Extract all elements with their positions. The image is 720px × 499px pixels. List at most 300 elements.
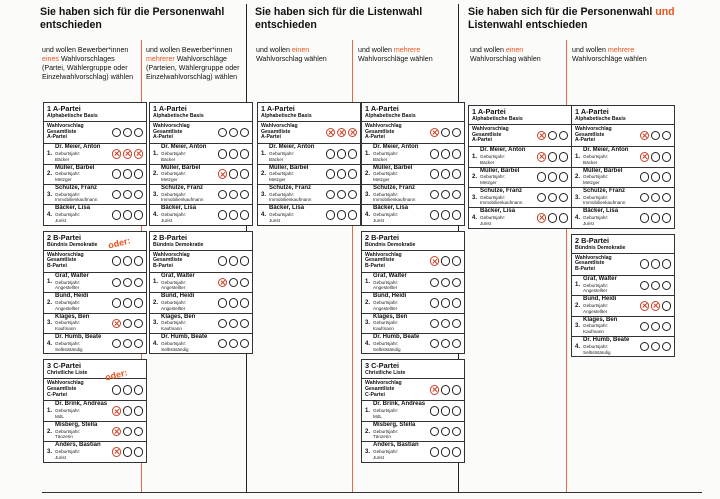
vote-circle[interactable] [240,190,250,200]
header-highlight: und [655,6,675,18]
party-block [571,105,675,229]
vote-circle[interactable] [640,172,650,182]
candidate-birthyear: Geburtsjahr: [161,212,187,218]
vote-circle[interactable] [441,319,451,329]
vote-circle[interactable] [218,190,228,200]
party-block [257,102,361,226]
vote-circle[interactable] [123,256,133,266]
vote-circles [326,128,358,138]
candidate-birthyear: Geburtsjahr: [480,153,506,159]
candidate-occupation: Angestellter [373,285,398,291]
candidate-name: Müller, Bärbel [269,164,309,171]
vote-circle[interactable] [229,149,239,159]
vote-circle-marked[interactable] [537,152,547,162]
vote-circle[interactable] [240,256,250,266]
candidate-birthyear: Geburtsjahr: [583,302,609,308]
vote-circle[interactable] [218,256,228,266]
candidate-info [55,315,112,332]
candidate-row [44,313,146,333]
vote-circle-marked[interactable] [112,319,122,329]
candidate-birthyear: Geburtsjahr: [373,428,399,434]
column-header-listenwahl: Sie haben sich für die Listenwahl entschieden [255,6,423,31]
candidate-info [373,423,430,440]
vote-circles [112,339,144,349]
vote-circle[interactable] [134,298,144,308]
vote-circle[interactable] [240,298,250,308]
vote-circle[interactable] [662,131,672,141]
vote-circle-marked[interactable] [430,128,440,138]
candidate-birthyear: Geburtsjahr: [161,279,187,285]
vote-circle-marked[interactable] [112,149,122,159]
vote-circle[interactable] [537,193,547,203]
vote-circle[interactable] [134,385,144,395]
candidate-birthyear: Geburtsjahr: [373,191,399,197]
party-name-line: A-Partei [153,134,173,141]
candidate-info [161,186,218,203]
vote-circle[interactable] [229,319,239,329]
candidate-occupation: Selbstständig [373,346,401,352]
vote-circle[interactable] [123,447,133,457]
vote-circle[interactable] [441,406,451,416]
candidate-info [480,169,537,186]
candidate-row [258,184,360,204]
vote-circle[interactable] [229,190,239,200]
party-name-line: A-Partei [575,137,595,144]
vote-circle[interactable] [134,427,144,437]
vote-circle[interactable] [559,213,569,223]
candidate-number: 1. [365,408,371,415]
vote-circle[interactable] [112,278,122,288]
party-title: 1 A-Partei [365,104,399,113]
vote-circle[interactable] [123,278,133,288]
vote-circle[interactable] [452,298,462,308]
candidate-row [44,333,146,353]
vote-circle[interactable] [112,385,122,395]
vote-circle[interactable] [112,339,122,349]
vote-circle[interactable] [452,427,462,437]
candidate-birthyear: Geburtsjahr: [55,428,81,434]
vote-circle[interactable] [123,298,133,308]
candidate-name: Schulze, Franz [583,187,626,194]
vote-circle[interactable] [134,190,144,200]
candidate-birthyear: Geburtsjahr: [161,171,187,177]
subheader-text: und wollen Bewerber*innen [42,46,129,54]
candidate-row [469,167,571,187]
candidate-info [269,186,326,203]
candidate-row [362,143,464,163]
candidate-number: 4. [47,211,53,218]
vote-circle[interactable] [441,256,451,266]
vote-circle[interactable] [134,210,144,220]
vote-circle[interactable] [218,210,228,220]
vote-circle[interactable] [326,169,336,179]
vote-circle[interactable] [134,339,144,349]
vote-circle[interactable] [134,128,144,138]
vote-circle[interactable] [452,169,462,179]
vote-circle[interactable] [430,447,440,457]
candidate-number: 4. [365,340,371,347]
vote-circle[interactable] [559,131,569,141]
vote-circle[interactable] [123,190,133,200]
vote-circle-marked[interactable] [430,385,440,395]
vote-circles [112,210,144,220]
vote-circle[interactable] [229,339,239,349]
vote-circle[interactable] [441,339,451,349]
vote-circle-marked[interactable] [123,149,133,159]
wahlvorschlag-label [47,253,112,270]
vote-circle[interactable] [123,406,133,416]
vote-circle[interactable] [123,385,133,395]
vote-circle[interactable] [452,406,462,416]
vote-circle[interactable] [640,322,650,332]
candidate-row [572,167,674,187]
vote-circle[interactable] [430,298,440,308]
candidate-name: Müller, Bärbel [55,164,95,171]
vote-circle[interactable] [559,193,569,203]
vote-circles [218,319,250,329]
candidate-info [269,145,326,162]
vote-circle[interactable] [123,427,133,437]
vote-circle[interactable] [123,319,133,329]
candidate-number: 3. [365,448,371,455]
vote-circle[interactable] [229,128,239,138]
vote-circle-marked[interactable] [537,131,547,141]
candidate-row [44,421,146,441]
candidate-number: 3. [575,323,581,330]
gesamtliste-line: Gesamtliste [153,128,183,135]
candidate-birthyear: Geburtsjahr: [373,212,399,218]
vote-circle[interactable] [441,210,451,220]
vote-circle[interactable] [441,128,451,138]
vote-circle[interactable] [134,278,144,288]
vote-circle[interactable] [430,427,440,437]
party-name-line: B-Partei [575,266,595,273]
vote-circle[interactable] [441,190,451,200]
vote-circle-marked[interactable] [112,427,122,437]
vote-circle-marked[interactable] [112,447,122,457]
vote-circle[interactable] [452,210,462,220]
candidate-name: Dr. Humb, Beate [55,333,102,340]
vote-circle[interactable] [651,259,661,269]
candidate-number: 3. [153,320,159,327]
vote-circle[interactable] [548,131,558,141]
party-name-line: B-Partei [153,263,173,270]
candidate-birthyear: Geburtsjahr: [269,191,295,197]
vote-circle[interactable] [218,319,228,329]
vote-circles [430,339,462,349]
gesamtliste-line: Gesamtliste [47,386,77,393]
vote-circle[interactable] [218,128,228,138]
candidate-number: 3. [47,320,53,327]
vote-circles [112,298,144,308]
vote-circle[interactable] [548,172,558,182]
vote-circle[interactable] [452,385,462,395]
vote-circle[interactable] [662,152,672,162]
vote-circle[interactable] [430,406,440,416]
vote-circle-marked[interactable] [337,128,347,138]
subheader-text: und wollen [358,46,394,54]
candidate-row [362,184,464,204]
vote-circle[interactable] [548,193,558,203]
candidate-row [362,292,464,312]
vote-circle[interactable] [441,447,451,457]
subheader-c3b [572,46,668,64]
vote-circle[interactable] [441,385,451,395]
vote-circle[interactable] [240,210,250,220]
vote-circle-marked[interactable] [134,149,144,159]
vote-circle-marked[interactable] [430,256,440,266]
candidate-birthyear: Geburtsjahr: [55,279,81,285]
vote-circle[interactable] [112,190,122,200]
vote-circle[interactable] [112,169,122,179]
candidate-name: Dr. Meier, Anton [480,147,526,154]
vote-circle[interactable] [229,210,239,220]
wahlvorschlag-line: Wahlvorschlag [47,123,84,129]
header-text: Sie haben sich für die Personenwahl [468,6,656,18]
vote-circle[interactable] [134,406,144,416]
wahlvorschlag-line: Wahlvorschlag [47,380,84,387]
subheader-text: Wahlvorschläge wählen [358,55,433,63]
candidate-number: 1. [575,282,581,289]
candidate-occupation: Metzger [269,177,286,183]
subheader-highlight: mehrerer [146,55,175,63]
vote-circle[interactable] [662,301,672,311]
vote-circle[interactable] [452,149,462,159]
candidate-number: 2. [47,171,53,178]
vote-circle[interactable] [662,259,672,269]
vote-circle[interactable] [112,128,122,138]
vote-circle[interactable] [240,319,250,329]
vote-circle[interactable] [123,339,133,349]
candidate-number: 1. [261,150,267,157]
vote-circle[interactable] [134,447,144,457]
gesamtliste-line: Gesamtliste [365,128,395,135]
candidate-birthyear: Geburtsjahr: [583,174,609,180]
vote-circle[interactable] [337,149,347,159]
vote-circle[interactable] [441,149,451,159]
vote-circle-marked[interactable] [537,213,547,223]
vote-circles [430,447,462,457]
vote-circle[interactable] [134,319,144,329]
vote-circle[interactable] [240,169,250,179]
candidate-info [583,318,640,335]
wahlvorschlag-label [153,253,218,270]
candidate-birthyear: Geburtsjahr: [373,320,399,326]
vote-circle[interactable] [229,278,239,288]
vote-circle[interactable] [134,169,144,179]
candidate-number: 1. [365,150,371,157]
wahlvorschlag-line: Wahlvorschlag [47,251,84,258]
vote-circle-marked[interactable] [218,278,228,288]
vote-circle[interactable] [651,193,661,203]
vote-circle[interactable] [337,169,347,179]
vote-circle[interactable] [662,281,672,291]
vote-circle[interactable] [452,190,462,200]
vote-circle[interactable] [559,172,569,182]
vote-circle-marked[interactable] [218,169,228,179]
vote-circle[interactable] [452,128,462,138]
vote-circles [640,213,672,223]
vote-circle[interactable] [348,190,358,200]
candidate-birthyear: Geburtsjahr: [269,150,295,156]
vote-circle[interactable] [651,281,661,291]
candidate-number: 4. [47,340,53,347]
vote-circle[interactable] [651,131,661,141]
vote-circle[interactable] [326,149,336,159]
gesamtliste-line: Gesamtliste [365,257,395,264]
vote-circle[interactable] [218,339,228,349]
candidate-info [583,277,640,294]
vote-circle[interactable] [218,149,228,159]
candidate-birthyear: Geburtsjahr: [55,340,81,346]
vote-circle-marked[interactable] [348,128,358,138]
vote-circle[interactable] [229,169,239,179]
candidate-info [583,209,640,226]
candidate-number: 3. [472,194,478,201]
vote-circle[interactable] [651,322,661,332]
vote-circles [430,319,462,329]
vote-circle[interactable] [662,342,672,352]
candidate-occupation: Jurist [55,454,66,460]
vote-circle[interactable] [640,281,650,291]
vote-circle[interactable] [240,128,250,138]
vote-circle[interactable] [537,172,547,182]
vote-circle[interactable] [123,210,133,220]
candidate-occupation: Kaufmann [583,329,604,335]
vote-circle[interactable] [651,213,661,223]
gesamtliste-line: Gesamtliste [575,260,605,267]
candidate-occupation: Angestellter [583,288,608,294]
candidate-info [373,294,430,311]
party-title: 1 A-Partei [47,104,81,113]
vote-circle[interactable] [240,149,250,159]
vote-circle[interactable] [430,210,440,220]
vote-circle[interactable] [441,278,451,288]
vote-circle[interactable] [640,193,650,203]
vote-circle[interactable] [326,210,336,220]
vote-circle[interactable] [441,427,451,437]
vote-circle[interactable] [134,256,144,266]
candidate-name: Müller, Bärbel [480,167,520,174]
vote-circle[interactable] [348,210,358,220]
gesamtliste-line: Gesamtliste [153,257,183,264]
vote-circle[interactable] [348,169,358,179]
candidate-row [44,164,146,184]
candidate-row [572,275,674,295]
vote-circle[interactable] [123,128,133,138]
vote-circle-marked[interactable] [640,301,650,311]
vote-circle[interactable] [651,342,661,352]
vote-circle-marked[interactable] [326,128,336,138]
vote-circle[interactable] [651,152,661,162]
vote-circle-marked[interactable] [651,301,661,311]
candidate-info [373,335,430,352]
vote-circles [112,319,144,329]
vote-circle[interactable] [441,298,451,308]
vote-circles [218,256,250,266]
candidate-row [572,316,674,336]
vote-circle[interactable] [337,190,347,200]
vote-circle[interactable] [112,256,122,266]
subheader-c1b [146,46,244,82]
vote-circle[interactable] [430,278,440,288]
candidate-name: Bäcker, Lisa [161,205,197,212]
party-title: 2 B-Partei [365,232,400,242]
vote-circle[interactable] [218,298,228,308]
vote-circle[interactable] [240,278,250,288]
vote-circle[interactable] [123,169,133,179]
vote-circle-marked[interactable] [640,131,650,141]
wahlvorschlag-row [44,121,146,143]
vote-circle[interactable] [229,256,239,266]
vote-circles [430,278,462,288]
vote-circle[interactable] [640,213,650,223]
candidate-number: 4. [575,343,581,350]
vote-circle[interactable] [548,152,558,162]
vote-circle[interactable] [430,169,440,179]
vote-circle[interactable] [452,339,462,349]
candidate-birthyear: Geburtsjahr: [161,340,187,346]
vote-circle-marked[interactable] [640,152,650,162]
vote-circle[interactable] [348,149,358,159]
vote-circle[interactable] [640,259,650,269]
vote-circle[interactable] [662,322,672,332]
candidate-row [572,187,674,207]
vote-circle[interactable] [452,278,462,288]
vote-circles [112,447,144,457]
vote-circle[interactable] [548,213,558,223]
wahlvorschlag-row [150,121,252,143]
vote-circles [640,281,672,291]
vote-circle[interactable] [240,339,250,349]
vote-circles [537,213,569,223]
vote-circle[interactable] [452,319,462,329]
vote-circle[interactable] [430,319,440,329]
vote-circle[interactable] [430,339,440,349]
vote-circle[interactable] [326,190,336,200]
vote-circle[interactable] [662,193,672,203]
party-subtitle: Christliche Liste [365,370,406,377]
subheader-highlight: einen [505,46,524,54]
wahlvorschlag-label [47,124,112,141]
vote-circle[interactable] [559,152,569,162]
vote-circle[interactable] [640,342,650,352]
candidate-row [150,164,252,184]
vote-circle[interactable] [662,172,672,182]
candidate-name: Dr. Meier, Anton [583,147,629,154]
vote-circle[interactable] [337,210,347,220]
vote-circle-marked[interactable] [112,406,122,416]
ballot-personenwahl-ein-vorschlag [43,102,147,468]
candidate-row [258,143,360,163]
vote-circle[interactable] [112,298,122,308]
vote-circle[interactable] [430,190,440,200]
candidate-row [258,204,360,224]
vote-circle[interactable] [452,256,462,266]
candidate-birthyear: Geburtsjahr: [55,408,81,414]
vote-circle[interactable] [651,172,661,182]
vote-circle[interactable] [229,298,239,308]
wahlvorschlag-row [44,378,146,400]
vote-circle[interactable] [452,447,462,457]
vote-circle[interactable] [112,210,122,220]
vote-circle[interactable] [430,149,440,159]
vote-circle[interactable] [662,213,672,223]
subheader-text: Wahlvorschlages (Partei, Wählergruppe oder Einzelwahlvorschlag) wählen [42,55,134,81]
candidate-name: Bund, Heidi [161,293,195,300]
wahlvorschlag-line: Wahlvorschlag [261,123,298,129]
vote-circle[interactable] [441,169,451,179]
